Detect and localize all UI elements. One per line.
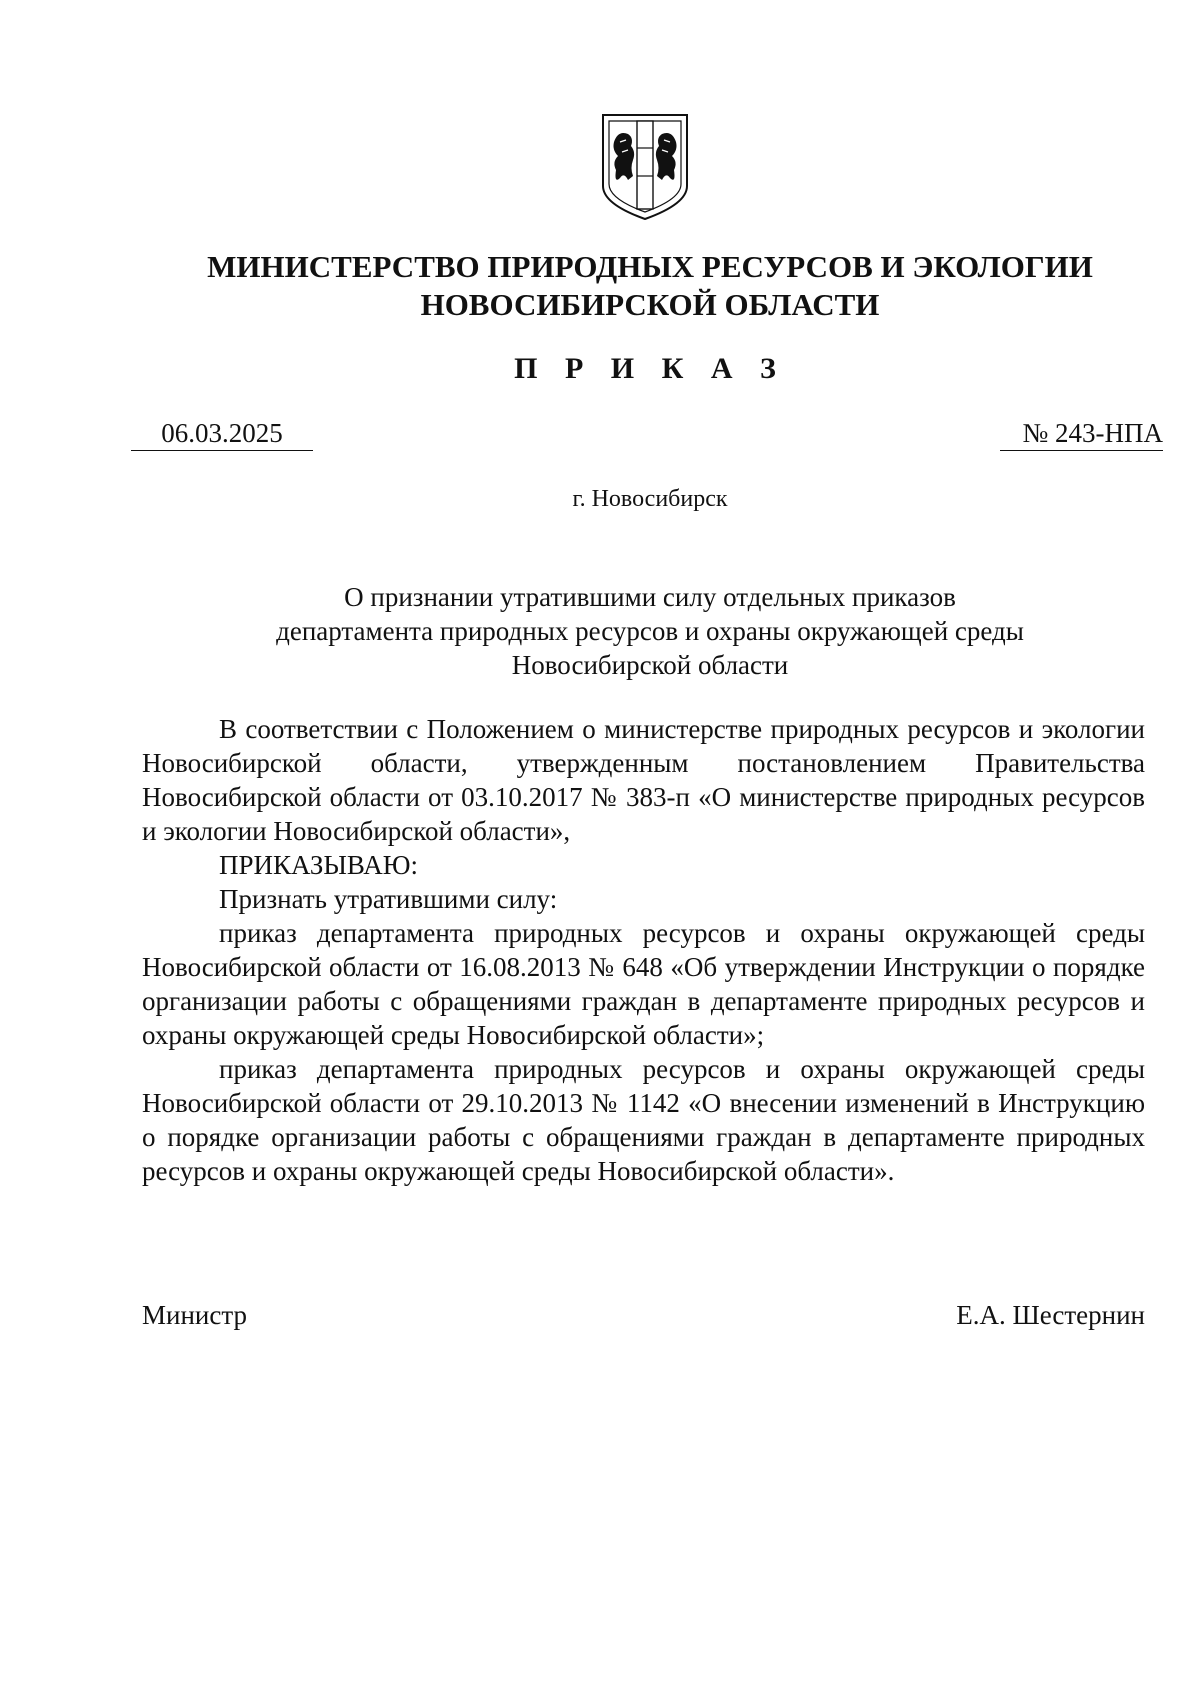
document-number: № 243-НПА <box>1000 416 1163 451</box>
document-date: 06.03.2025 <box>131 416 313 451</box>
ministry-name-line-2: НОВОСИБИРСКОЙ ОБЛАСТИ <box>420 287 880 322</box>
signatory-name: Е.А. Шестернин <box>956 1300 1145 1330</box>
signatory-position: Министр <box>142 1300 247 1330</box>
document-city: г. Новосибирск <box>572 486 728 512</box>
ministry-name <box>0 248 1200 324</box>
subject-line-1: О признании утратившими силу отдельных приказов <box>344 582 956 612</box>
body-paragraph-basis: В соответствии с Положением о министерстве природных ресурсов и экологии Новосибирской области, утвержденным постановлением Правительства Новосибирской области от 03.10.2017 № 383-п «О министерстве природных ресурсов и экологии Новосибирской области», <box>142 714 1145 846</box>
body-paragraph-order: ПРИКАЗЫВАЮ: <box>219 850 418 880</box>
body-paragraph-item-2: приказ департамента природных ресурсов и охраны окружающей среды Новосибирской области от 29.10.2013 № 1142 «О внесении изменений в Инструкцию о порядке организации работы с обращениями граждан в департаменте природных ресурсов и охраны окружающей среды Новосибирской области». <box>142 1054 1145 1186</box>
subject-line-3: Новосибирской области <box>511 650 789 680</box>
coat-of-arms-icon <box>600 112 690 222</box>
subject-line-2: департамента природных ресурсов и охраны окружающей среды <box>276 616 1024 646</box>
body-paragraph-intro: Признать утратившими силу: <box>219 884 558 914</box>
ministry-name-line-1: МИНИСТЕРСТВО ПРИРОДНЫХ РЕСУРСОВ И ЭКОЛОГИИ <box>207 249 1093 284</box>
document-subject <box>0 580 1200 682</box>
body-paragraph-item-1: приказ департамента природных ресурсов и охраны окружающей среды Новосибирской области от 16.08.2013 № 648 «Об утверждении Инструкции о порядке организации работы с обращениями граждан в департаменте природных ресурсов и охраны окружающей среды Новосибирской области»; <box>142 918 1145 1050</box>
document-type-title: П Р И К А З <box>514 352 786 385</box>
document-body <box>142 712 1145 1188</box>
